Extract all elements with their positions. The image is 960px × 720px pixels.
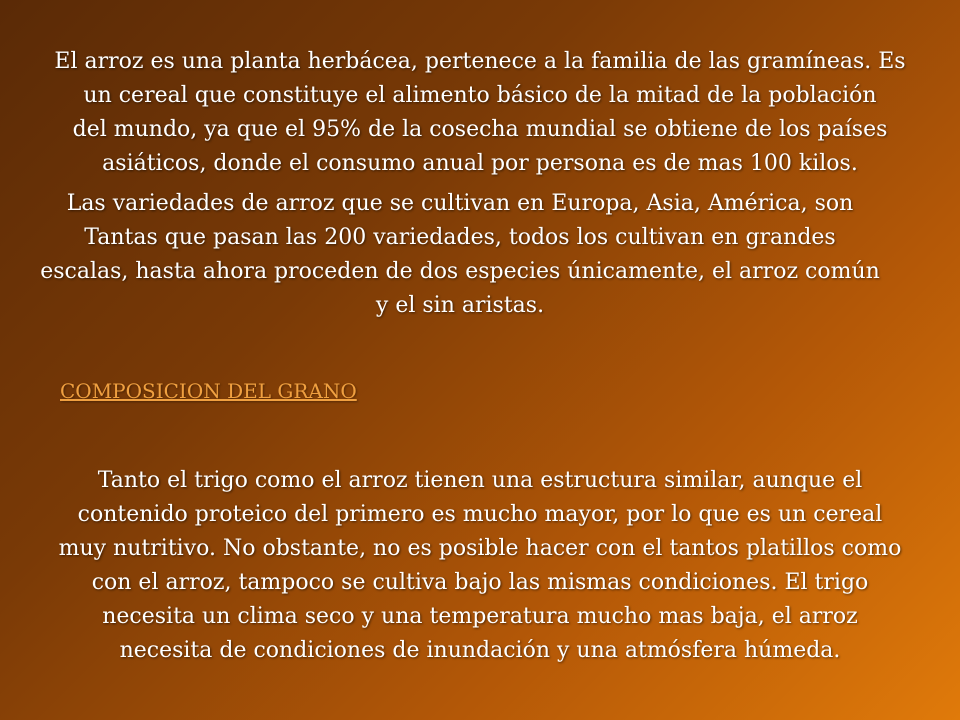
text-line: contenido proteico del primero es mucho mayor, por lo que es un cereal — [77, 502, 883, 527]
intro-paragraph — [30, 45, 930, 181]
text-line: Tanto el trigo como el arroz tienen una estructura similar, aunque el — [97, 468, 863, 493]
text-line: un cereal que constituye el alimento básico de la mitad de la población — [83, 83, 877, 108]
text-line: Tantas que pasan las 200 variedades, todos los cultivan en grandes — [84, 225, 836, 250]
text-line: escalas, hasta ahora proceden de dos especies únicamente, el arroz común — [40, 259, 880, 284]
text-line: necesita un clima seco y una temperatura mucho mas baja, el arroz — [102, 604, 858, 629]
text-line: El arroz es una planta herbácea, pertenece a la familia de las gramíneas. Es — [54, 49, 906, 74]
text-line: Las variedades de arroz que se cultivan en Europa, Asia, América, son — [66, 191, 854, 216]
text-line: necesita de condiciones de inundación y una atmósfera húmeda. — [119, 638, 841, 663]
text-line: muy nutritivo. No obstante, no es posible hacer con el tantos platillos como — [58, 536, 902, 561]
section-heading-link[interactable]: COMPOSICION DEL GRANO — [60, 379, 357, 403]
text-line: asiáticos, donde el consumo anual por persona es de mas 100 kilos. — [102, 151, 858, 176]
text-line: con el arroz, tampoco se cultiva bajo las mismas condiciones. El trigo — [91, 570, 869, 595]
text-line: y el sin aristas. — [375, 293, 545, 318]
varieties-paragraph — [10, 187, 910, 323]
composition-paragraph — [30, 464, 930, 668]
text-line: del mundo, ya que el 95% de la cosecha mundial se obtiene de los países — [72, 117, 888, 142]
